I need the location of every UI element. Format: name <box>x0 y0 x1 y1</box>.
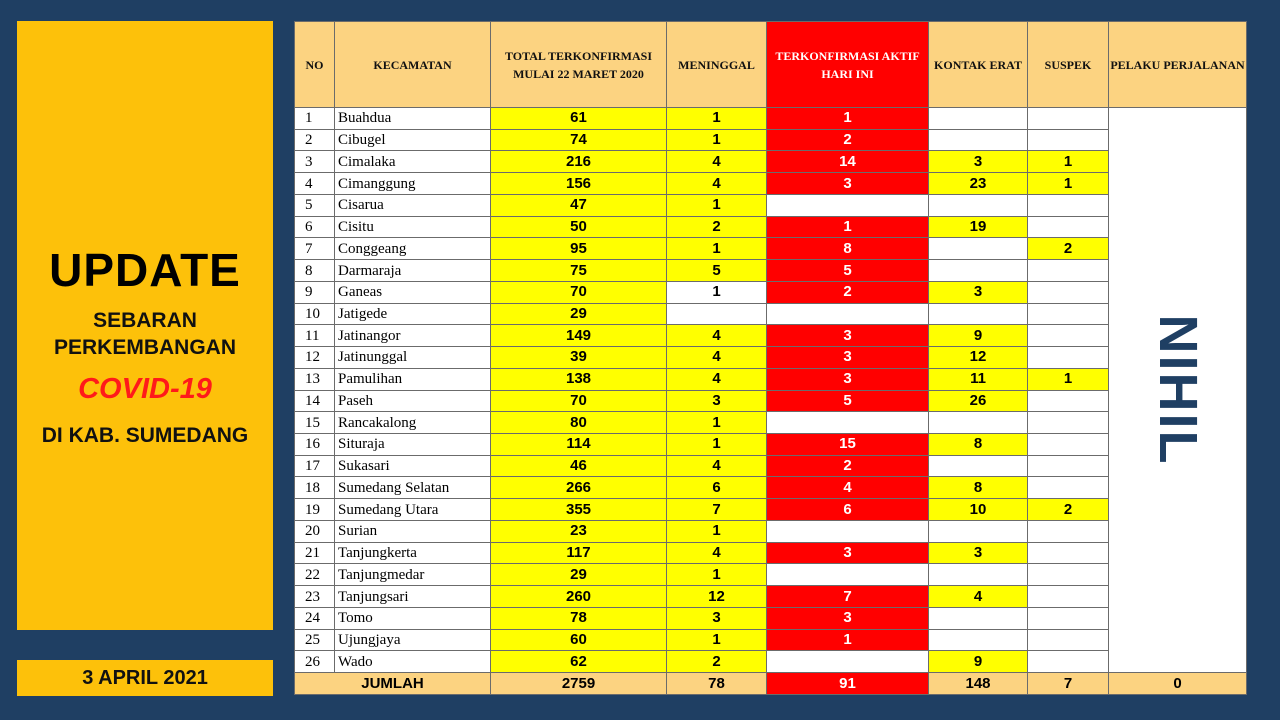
table-row <box>295 542 1247 564</box>
table-row <box>295 412 1247 434</box>
region-label: DI KAB. SUMEDANG <box>41 424 249 447</box>
row-kontak <box>929 194 1028 216</box>
row-kecamatan: Darmaraja <box>335 260 491 282</box>
row-kontak: 19 <box>929 216 1028 238</box>
row-meninggal: 4 <box>667 368 767 390</box>
row-no: 24 <box>295 607 335 629</box>
row-suspek <box>1028 129 1109 151</box>
table-row <box>295 108 1247 130</box>
row-kontak: 3 <box>929 542 1028 564</box>
row-kecamatan: Cisarua <box>335 194 491 216</box>
covid-data-table <box>294 21 1247 695</box>
row-kecamatan: Surian <box>335 520 491 542</box>
total-meninggal: 78 <box>667 673 767 695</box>
row-total: 355 <box>491 499 667 521</box>
row-aktif: 4 <box>767 477 929 499</box>
header-kontak: KONTAK ERAT <box>929 22 1028 108</box>
row-kontak: 3 <box>929 281 1028 303</box>
row-meninggal <box>667 303 767 325</box>
row-total: 29 <box>491 303 667 325</box>
row-kecamatan: Conggeang <box>335 238 491 260</box>
row-suspek <box>1028 303 1109 325</box>
data-table-container <box>294 21 1246 695</box>
header-no: NO <box>295 22 335 108</box>
row-total: 74 <box>491 129 667 151</box>
row-suspek <box>1028 347 1109 369</box>
row-no: 18 <box>295 477 335 499</box>
row-kontak <box>929 564 1028 586</box>
row-pelaku-merged <box>1109 108 1247 673</box>
row-no: 26 <box>295 651 335 673</box>
total-terkonfirmasi: 2759 <box>491 673 667 695</box>
row-no: 11 <box>295 325 335 347</box>
row-meninggal: 1 <box>667 412 767 434</box>
row-total: 95 <box>491 238 667 260</box>
row-meninggal: 7 <box>667 499 767 521</box>
row-kecamatan: Rancakalong <box>335 412 491 434</box>
row-total: 260 <box>491 586 667 608</box>
row-suspek <box>1028 216 1109 238</box>
row-kontak: 8 <box>929 434 1028 456</box>
row-total: 46 <box>491 455 667 477</box>
row-suspek <box>1028 434 1109 456</box>
row-kecamatan: Buahdua <box>335 108 491 130</box>
table-row <box>295 520 1247 542</box>
row-aktif: 2 <box>767 281 929 303</box>
row-suspek <box>1028 629 1109 651</box>
row-meninggal: 4 <box>667 325 767 347</box>
row-meninggal: 1 <box>667 520 767 542</box>
table-row <box>295 151 1247 173</box>
row-no: 21 <box>295 542 335 564</box>
table-row <box>295 368 1247 390</box>
row-kontak: 26 <box>929 390 1028 412</box>
row-total: 78 <box>491 607 667 629</box>
row-kecamatan: Wado <box>335 651 491 673</box>
total-label: JUMLAH <box>295 673 491 695</box>
row-total: 156 <box>491 173 667 195</box>
row-no: 10 <box>295 303 335 325</box>
row-no: 12 <box>295 347 335 369</box>
row-aktif <box>767 651 929 673</box>
row-suspek <box>1028 108 1109 130</box>
row-aktif: 14 <box>767 151 929 173</box>
row-aktif <box>767 520 929 542</box>
total-suspek: 7 <box>1028 673 1109 695</box>
row-aktif: 1 <box>767 216 929 238</box>
table-row <box>295 129 1247 151</box>
row-aktif: 15 <box>767 434 929 456</box>
row-kecamatan: Tanjungmedar <box>335 564 491 586</box>
table-row <box>295 173 1247 195</box>
header-pelaku: PELAKU PERJALANAN <box>1109 22 1247 108</box>
row-total: 70 <box>491 281 667 303</box>
title-panel <box>17 21 273 630</box>
row-kecamatan: Pamulihan <box>335 368 491 390</box>
row-meninggal: 1 <box>667 108 767 130</box>
row-no: 15 <box>295 412 335 434</box>
row-kontak: 4 <box>929 586 1028 608</box>
row-no: 7 <box>295 238 335 260</box>
row-aktif: 1 <box>767 108 929 130</box>
table-row <box>295 216 1247 238</box>
row-kecamatan: Paseh <box>335 390 491 412</box>
row-kontak: 3 <box>929 151 1028 173</box>
row-meninggal: 5 <box>667 260 767 282</box>
row-total: 266 <box>491 477 667 499</box>
row-suspek <box>1028 194 1109 216</box>
covid-heading: COVID-19 <box>78 373 212 405</box>
row-suspek: 2 <box>1028 238 1109 260</box>
row-kecamatan: Sumedang Selatan <box>335 477 491 499</box>
row-meninggal: 4 <box>667 347 767 369</box>
table-row <box>295 607 1247 629</box>
row-total: 23 <box>491 520 667 542</box>
table-row <box>295 347 1247 369</box>
row-aktif: 3 <box>767 542 929 564</box>
header-kecamatan: KECAMATAN <box>335 22 491 108</box>
row-kecamatan: Tanjungsari <box>335 586 491 608</box>
row-suspek <box>1028 651 1109 673</box>
row-aktif: 3 <box>767 368 929 390</box>
row-total: 62 <box>491 651 667 673</box>
row-meninggal: 12 <box>667 586 767 608</box>
subtitle-line-1: SEBARAN <box>93 309 197 332</box>
header-suspek: SUSPEK <box>1028 22 1109 108</box>
table-row <box>295 651 1247 673</box>
row-suspek <box>1028 586 1109 608</box>
row-no: 3 <box>295 151 335 173</box>
row-no: 4 <box>295 173 335 195</box>
row-no: 13 <box>295 368 335 390</box>
row-suspek <box>1028 412 1109 434</box>
row-kontak: 23 <box>929 173 1028 195</box>
row-kecamatan: Sukasari <box>335 455 491 477</box>
row-aktif: 6 <box>767 499 929 521</box>
row-kontak <box>929 607 1028 629</box>
row-total: 114 <box>491 434 667 456</box>
row-kontak <box>929 629 1028 651</box>
row-total: 47 <box>491 194 667 216</box>
row-suspek <box>1028 390 1109 412</box>
row-meninggal: 1 <box>667 564 767 586</box>
row-no: 25 <box>295 629 335 651</box>
row-no: 16 <box>295 434 335 456</box>
row-no: 17 <box>295 455 335 477</box>
row-total: 216 <box>491 151 667 173</box>
row-meninggal: 1 <box>667 629 767 651</box>
row-kontak <box>929 412 1028 434</box>
row-kecamatan: Tanjungkerta <box>335 542 491 564</box>
row-aktif: 2 <box>767 129 929 151</box>
table-row <box>295 303 1247 325</box>
row-kecamatan: Ganeas <box>335 281 491 303</box>
row-aktif: 3 <box>767 347 929 369</box>
table-row <box>295 325 1247 347</box>
row-aktif: 5 <box>767 260 929 282</box>
header-aktif: TERKONFIRMASI AKTIF HARI INI <box>767 22 929 108</box>
row-kontak: 9 <box>929 651 1028 673</box>
row-total: 117 <box>491 542 667 564</box>
row-kontak <box>929 238 1028 260</box>
row-suspek <box>1028 542 1109 564</box>
header-total: TOTAL TERKONFIRMASI MULAI 22 MARET 2020 <box>491 22 667 108</box>
row-meninggal: 1 <box>667 434 767 456</box>
total-row <box>295 673 1247 695</box>
row-aktif <box>767 303 929 325</box>
row-suspek <box>1028 564 1109 586</box>
row-kontak: 8 <box>929 477 1028 499</box>
row-no: 23 <box>295 586 335 608</box>
row-kecamatan: Ujungjaya <box>335 629 491 651</box>
row-meninggal: 1 <box>667 129 767 151</box>
row-kecamatan: Cimanggung <box>335 173 491 195</box>
row-kontak <box>929 108 1028 130</box>
row-suspek: 1 <box>1028 368 1109 390</box>
row-aktif: 2 <box>767 455 929 477</box>
row-meninggal: 2 <box>667 216 767 238</box>
row-kontak: 11 <box>929 368 1028 390</box>
row-aktif: 5 <box>767 390 929 412</box>
row-kontak <box>929 260 1028 282</box>
total-aktif: 91 <box>767 673 929 695</box>
nihil-label: NIHIL <box>1147 314 1208 466</box>
table-row <box>295 434 1247 456</box>
row-meninggal: 2 <box>667 651 767 673</box>
update-heading: UPDATE <box>49 244 241 296</box>
row-no: 14 <box>295 390 335 412</box>
row-total: 60 <box>491 629 667 651</box>
row-suspek <box>1028 260 1109 282</box>
table-row <box>295 194 1247 216</box>
row-meninggal: 1 <box>667 238 767 260</box>
row-no: 1 <box>295 108 335 130</box>
total-kontak: 148 <box>929 673 1028 695</box>
row-suspek <box>1028 607 1109 629</box>
row-aktif: 3 <box>767 607 929 629</box>
table-row <box>295 238 1247 260</box>
row-meninggal: 4 <box>667 542 767 564</box>
row-aktif: 3 <box>767 173 929 195</box>
row-kecamatan: Sumedang Utara <box>335 499 491 521</box>
row-kecamatan: Jatigede <box>335 303 491 325</box>
row-no: 5 <box>295 194 335 216</box>
row-suspek <box>1028 325 1109 347</box>
row-total: 50 <box>491 216 667 238</box>
row-kecamatan: Jatinangor <box>335 325 491 347</box>
row-total: 61 <box>491 108 667 130</box>
row-meninggal: 1 <box>667 281 767 303</box>
row-meninggal: 4 <box>667 173 767 195</box>
row-kecamatan: Cisitu <box>335 216 491 238</box>
row-meninggal: 1 <box>667 194 767 216</box>
row-total: 149 <box>491 325 667 347</box>
row-no: 6 <box>295 216 335 238</box>
row-aktif: 7 <box>767 586 929 608</box>
table-row <box>295 390 1247 412</box>
row-meninggal: 3 <box>667 390 767 412</box>
row-suspek <box>1028 477 1109 499</box>
row-aktif: 1 <box>767 629 929 651</box>
row-meninggal: 4 <box>667 151 767 173</box>
row-total: 70 <box>491 390 667 412</box>
table-body <box>295 108 1247 695</box>
row-kecamatan: Tomo <box>335 607 491 629</box>
row-no: 8 <box>295 260 335 282</box>
row-no: 2 <box>295 129 335 151</box>
total-pelaku: 0 <box>1109 673 1247 695</box>
row-kecamatan: Cimalaka <box>335 151 491 173</box>
row-kontak: 12 <box>929 347 1028 369</box>
row-aktif: 8 <box>767 238 929 260</box>
row-meninggal: 4 <box>667 455 767 477</box>
table-row <box>295 629 1247 651</box>
subtitle-line-2: PERKEMBANGAN <box>53 336 236 359</box>
row-total: 80 <box>491 412 667 434</box>
row-kontak <box>929 520 1028 542</box>
table-row <box>295 586 1247 608</box>
row-total: 138 <box>491 368 667 390</box>
row-aktif: 3 <box>767 325 929 347</box>
row-kontak: 10 <box>929 499 1028 521</box>
row-total: 39 <box>491 347 667 369</box>
row-no: 20 <box>295 520 335 542</box>
table-row <box>295 477 1247 499</box>
row-no: 22 <box>295 564 335 586</box>
row-suspek: 1 <box>1028 151 1109 173</box>
row-suspek: 2 <box>1028 499 1109 521</box>
table-row <box>295 281 1247 303</box>
row-suspek <box>1028 455 1109 477</box>
row-kontak <box>929 303 1028 325</box>
table-row <box>295 499 1247 521</box>
table-row <box>295 260 1247 282</box>
row-suspek <box>1028 281 1109 303</box>
row-total: 75 <box>491 260 667 282</box>
header-meninggal: MENINGGAL <box>667 22 767 108</box>
header-row <box>295 22 1247 108</box>
row-kontak <box>929 455 1028 477</box>
row-kontak: 9 <box>929 325 1028 347</box>
table-row <box>295 564 1247 586</box>
row-no: 9 <box>295 281 335 303</box>
row-kecamatan: Situraja <box>335 434 491 456</box>
row-aktif <box>767 194 929 216</box>
row-meninggal: 6 <box>667 477 767 499</box>
table-row <box>295 455 1247 477</box>
row-suspek: 1 <box>1028 173 1109 195</box>
row-suspek <box>1028 520 1109 542</box>
date-badge: 3 APRIL 2021 <box>17 660 273 696</box>
row-aktif <box>767 412 929 434</box>
row-aktif <box>767 564 929 586</box>
row-total: 29 <box>491 564 667 586</box>
row-no: 19 <box>295 499 335 521</box>
row-kontak <box>929 129 1028 151</box>
row-meninggal: 3 <box>667 607 767 629</box>
row-kecamatan: Cibugel <box>335 129 491 151</box>
row-kecamatan: Jatinunggal <box>335 347 491 369</box>
